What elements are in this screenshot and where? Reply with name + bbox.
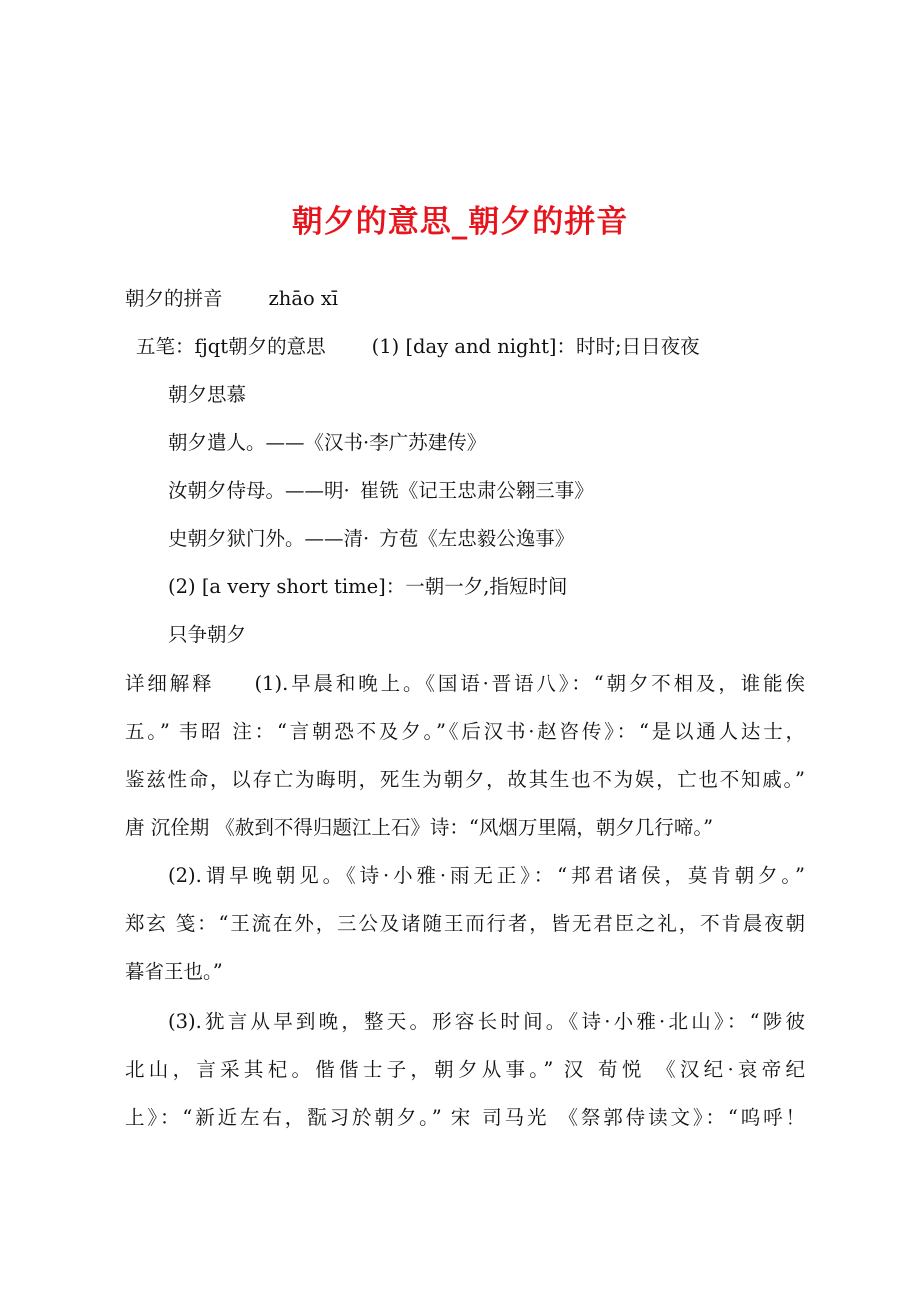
para2-line-2: 郑玄 笺：“王流在外，三公及诸随王而行者，皆无君臣之礼，不肯晨夜朝 [125, 912, 805, 935]
example-4 [168, 526, 574, 552]
sense1-english: [day and night] [405, 335, 557, 358]
example-3 [168, 478, 594, 504]
example-5: 只争朝夕 [168, 623, 247, 646]
wubi-label: 五笔：fjqt [136, 335, 229, 358]
para2-line-1: (2).谓早晚朝见。《诗·小雅·雨无正》：“邦君诸侯，莫肯朝夕。” [168, 864, 805, 887]
para2-line-3: 暮省王也。” [125, 960, 223, 983]
page-title: 朝夕的意思_朝夕的拼音 [291, 204, 629, 240]
sense2-line [168, 574, 567, 600]
para3-line-1: (3).犹言从早到晚，整天。形容长时间。《诗·小雅·北山》：“陟彼 [168, 1010, 805, 1033]
detail-text: (1).早晨和晚上。《国语·晋语八》：“朝夕不相及，谁能俟 [254, 672, 805, 695]
detail-line-3: 鉴兹性命，以存亡为晦明，死生为朝夕，故其生也不为娱，亡也不知戚。” [125, 768, 805, 791]
wubi-meaning-line [136, 334, 700, 360]
detail-line-1 [125, 671, 805, 697]
sense1-number: (1) [371, 335, 400, 358]
example-3-source: 崔铣《记王忠肃公翱三事》 [359, 479, 594, 502]
sense2-definition: ：一朝一夕,指短时间 [385, 575, 568, 598]
pinyin-label: 朝夕的拼音 [125, 287, 223, 310]
example-4-text: 史朝夕狱门外。——清· [168, 527, 370, 550]
meaning-label: 朝夕的意思 [228, 335, 326, 358]
detail-label: 详细解释 [125, 672, 215, 695]
sense2-number: (2) [168, 575, 196, 598]
pinyin-line [125, 286, 338, 312]
para3-line-3: 上》：“新近左右，翫习於朝夕。” 宋 司马光 《祭郭侍读文》：“呜呼！ [125, 1106, 805, 1129]
example-2: 朝夕遣人。——《汉书·李广苏建传》 [168, 431, 487, 454]
example-1: 朝夕思慕 [168, 383, 247, 406]
example-4-source: 方苞《左忠毅公逸事》 [379, 527, 575, 550]
pinyin-value: zhāo xī [268, 287, 339, 310]
sense2-english: [a very short time] [201, 575, 386, 598]
detail-line-4: 唐 沉佺期 《赦到不得归题江上石》诗：“风烟万里隔，朝夕几行啼。” [125, 816, 714, 839]
example-3-text: 汝朝夕侍母。——明· [168, 479, 350, 502]
detail-line-2: 五。” 韦昭 注：“言朝恐不及夕。”《后汉书·赵咨传》：“是以通人达士， [125, 720, 805, 743]
para3-line-2: 北山，言采其杞。偕偕士子，朝夕从事。” 汉 荀悦 《汉纪·哀帝纪 [125, 1058, 805, 1081]
sense1-definition: ：时时;日日夜夜 [556, 335, 700, 358]
